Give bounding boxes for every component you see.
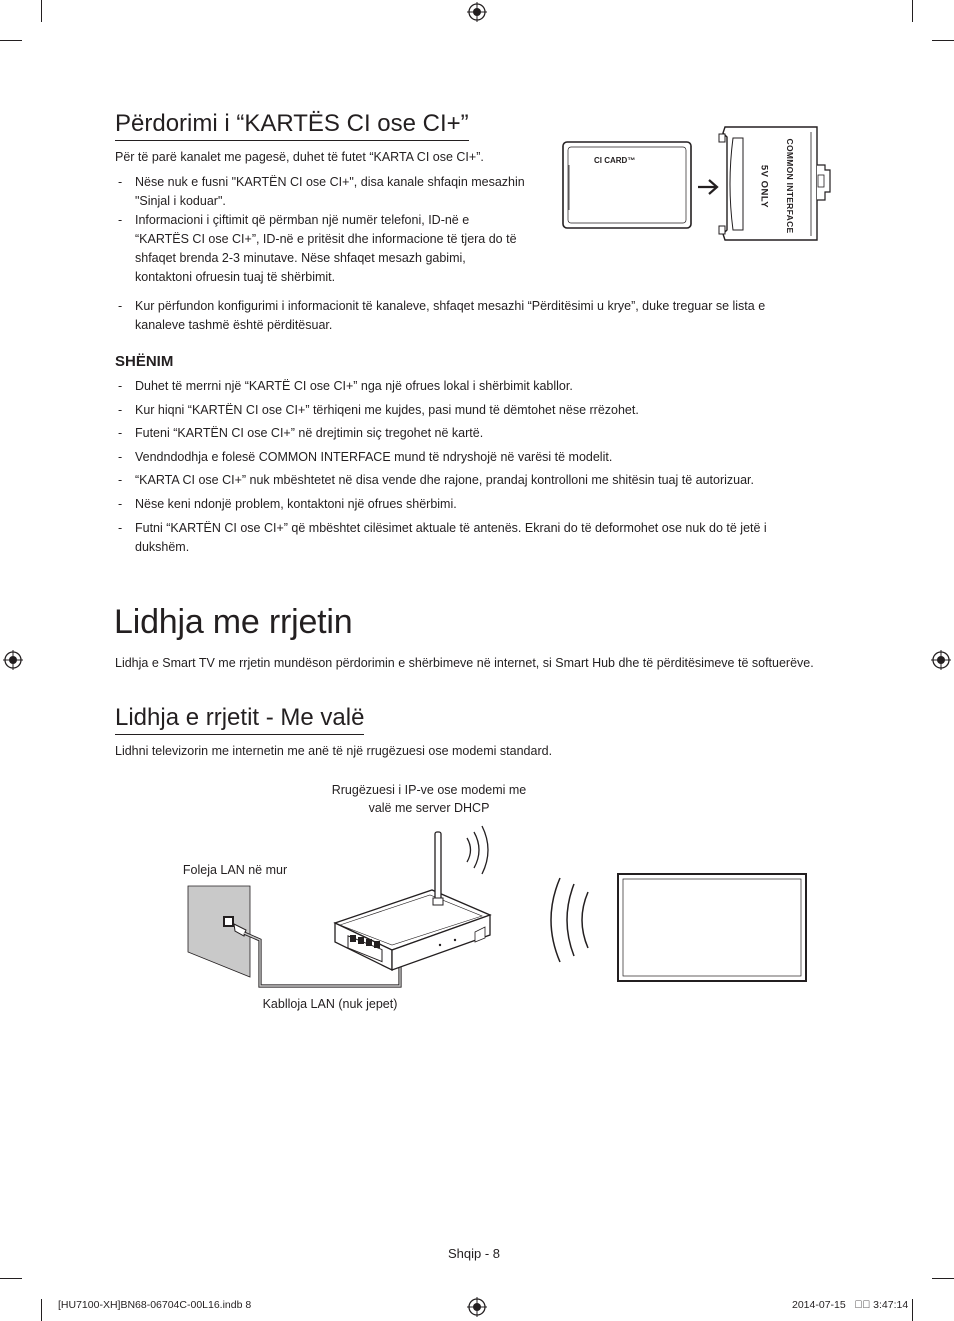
crop-mark	[912, 1299, 913, 1321]
list-item: - Informacioni i çiftimit që përmban një numër telefoni, ID-në e “KARTËS CI ose CI+”, ID-në e pritësit dhe informacione të tjera do të shfaqet brenda 2-3 minutave. Nëse shfaqet mesazh gabimi, kontaktoni ofruesin tuaj të shërbimit.	[115, 211, 525, 287]
list-item: - Duhet të merrni një “KARTË CI ose CI+” nga një ofrues lokal i shërbimit kabllor.	[115, 377, 815, 396]
note-title: SHËNIM	[115, 353, 174, 370]
ci-intro: Për të parë kanalet me pagesë, duhet të futet “KARTA CI ose CI+”.	[115, 150, 484, 164]
router-label	[300, 781, 558, 817]
network-title: Lidhja me rrjetin	[114, 603, 353, 641]
crop-mark	[41, 1299, 42, 1321]
list-item: - “KARTA CI ose CI+” nuk mbështetet në disa vende dhe rajone, prandaj kontrolloni me shitësin tuaj të autorizuar.	[115, 471, 815, 490]
ci-heading	[115, 110, 469, 141]
file-info: [HU7100-XH]BN68-06704C-00L16.indb 8	[58, 1299, 252, 1311]
crop-mark	[41, 0, 42, 22]
slot-label-common-interface: COMMON INTERFACE	[785, 138, 795, 234]
lan-cable-label: Kablloja LAN (nuk jepet)	[262, 997, 398, 1011]
ci-list-wide	[115, 297, 815, 335]
crop-mark	[912, 0, 913, 22]
ci-heading-text: Përdorimi i “KARTËS CI ose CI+”	[115, 110, 469, 141]
router-label-line-2: valë me server DHCP	[368, 801, 490, 815]
registration-mark-icon	[931, 650, 951, 670]
crop-mark	[0, 1278, 22, 1279]
slot-label-5v-only: 5V ONLY	[758, 164, 770, 209]
crop-mark	[932, 1278, 954, 1279]
timestamp: 2014-07-15    3:47:14	[792, 1299, 909, 1311]
wireless-heading-text: Lidhja e rrjetit - Me valë	[115, 704, 364, 735]
list-item: - Vendndodhja e folesë COMMON INTERFACE mund të ndryshojë në varësi të modelit.	[115, 448, 815, 467]
ci-list	[115, 173, 525, 287]
list-item: - Futni “KARTËN CI ose CI+” që mbështet cilësimet aktuale të antenës. Ekrani do të deformohet ose nuk do të jetë i dukshëm.	[115, 519, 815, 557]
wireless-network-diagram	[180, 820, 820, 1000]
crop-mark	[0, 40, 22, 41]
registration-mark-icon	[467, 2, 487, 22]
wireless-intro: Lidhni televizorin me internetin me anë të një rrugëzuesi ose modemi standard.	[115, 744, 553, 758]
ci-card-label: CI CARD™	[594, 156, 636, 165]
note-list	[115, 377, 815, 561]
list-item: - Futeni “KARTËN CI ose CI+” në drejtimin siç tregohet në kartë.	[115, 424, 815, 443]
list-item: - Kur hiqni “KARTËN CI ose CI+” tërhiqeni me kujdes, pasi mund të dëmtohet nëse rrëzohet.	[115, 401, 815, 420]
page-number: Shqip - 8	[448, 1246, 501, 1261]
wireless-heading	[115, 704, 364, 735]
ci-card-figure	[555, 120, 855, 250]
list-item: - Nëse keni ndonjë problem, kontaktoni një ofrues shërbimi.	[115, 495, 815, 514]
list-item: - Nëse nuk e fusni "KARTËN CI ose CI+", disa kanale shfaqin mesazhin "Sinjal i koduar".	[115, 173, 525, 211]
router-label-line-1: Rrugëzuesi i IP-ve ose modemi me	[331, 783, 527, 797]
list-item: - Kur përfundon konfigurimi i informacionit të kanaleve, shfaqet mesazhi “Përditësimi u krye”, duke treguar se lista e kanaleve tashmë është përditësuar.	[115, 297, 815, 335]
network-intro: Lidhja e Smart TV me rrjetin mundëson përdorimin e shërbimeve në internet, si Smart Hub dhe të përditësimeve të softuerëve.	[115, 656, 814, 670]
crop-mark	[932, 40, 954, 41]
registration-mark-icon	[467, 1297, 487, 1317]
registration-mark-icon	[3, 650, 23, 670]
wall-lan-label: Foleja LAN në mur	[182, 863, 288, 877]
